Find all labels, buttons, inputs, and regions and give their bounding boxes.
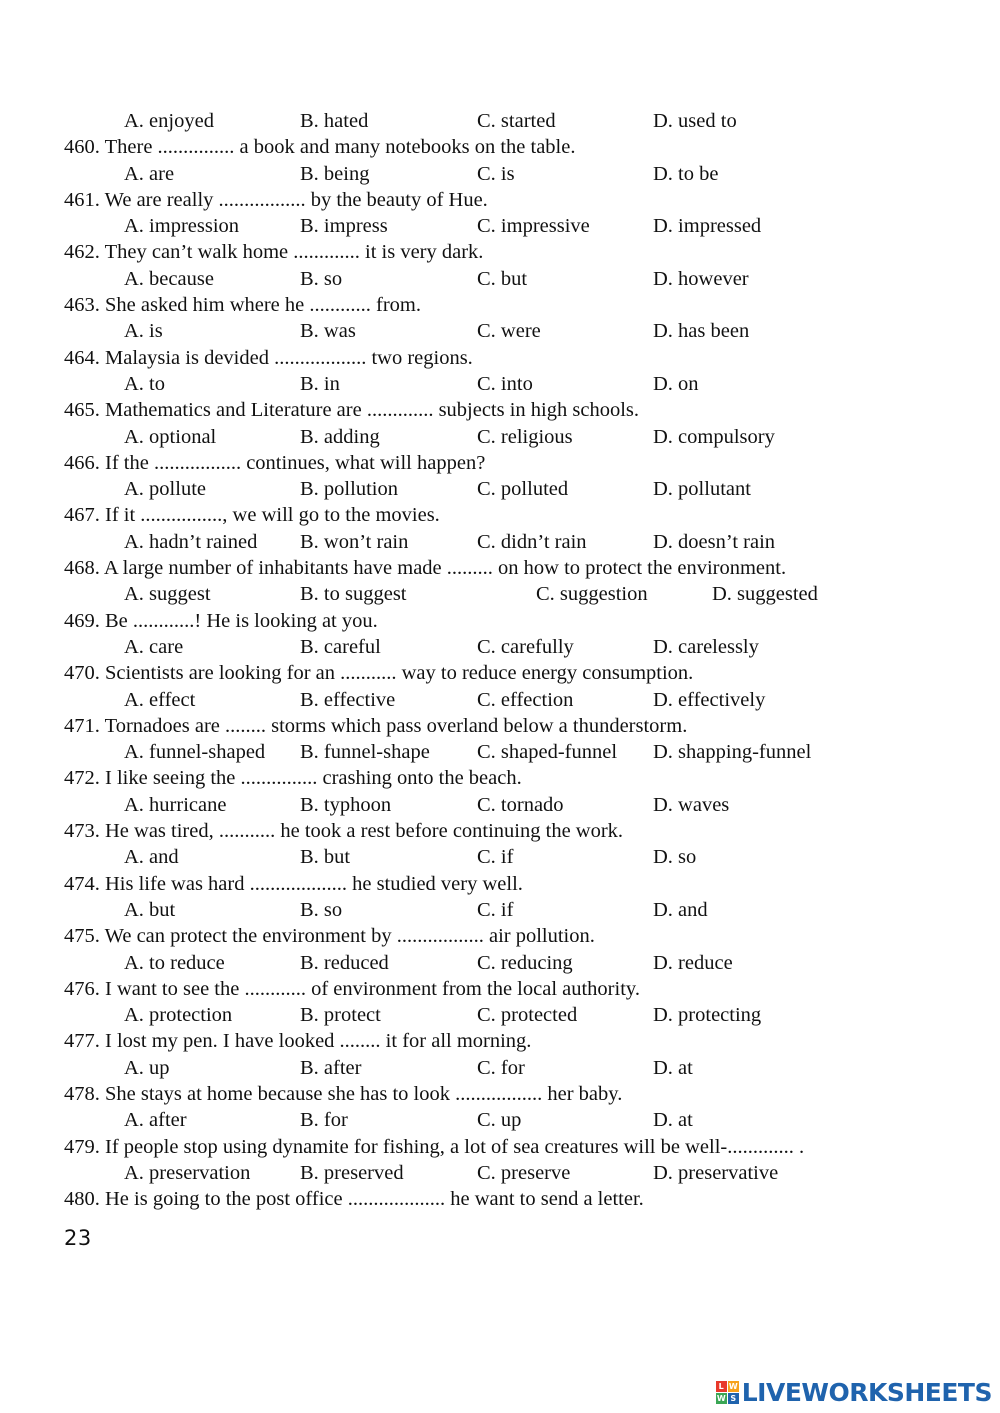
question-stem: [64, 976, 964, 1002]
answer-option-c: C. is: [477, 162, 515, 185]
answer-option-c: C. but: [477, 267, 528, 290]
answer-option-c: C. reducing: [477, 951, 573, 974]
question-stem: [64, 555, 964, 581]
answer-options: [64, 739, 964, 765]
answer-option-b: B. to suggest: [300, 583, 407, 606]
question-number: 464.: [64, 346, 100, 369]
question-number: 477.: [64, 1030, 100, 1053]
question-number: 473.: [64, 820, 100, 843]
question-number: 462.: [64, 241, 100, 264]
answer-options: [64, 424, 964, 450]
answer-options: [64, 108, 964, 134]
answer-option-c: C. effection: [477, 688, 574, 711]
question-number: 474.: [64, 872, 100, 895]
answer-option-c: C. polluted: [477, 478, 569, 501]
answer-option-d: D. has been: [653, 320, 750, 343]
question-text: Malaysia is devided .................. two regions.: [105, 346, 473, 369]
answer-option-c: C. shaped-funnel: [477, 741, 618, 764]
answer-option-b: B. adding: [300, 425, 380, 448]
answer-option-b: B. in: [300, 372, 340, 395]
answer-option-c: C. impressive: [477, 215, 590, 238]
answer-option-d: D. at: [653, 1056, 693, 1079]
question-text: He was tired, ........... he took a rest before continuing the work.: [105, 820, 624, 843]
question-number: 463.: [64, 294, 100, 317]
question-stem: [64, 608, 964, 634]
answer-option-a: A. because: [124, 267, 214, 290]
question-number: 480.: [64, 1188, 100, 1211]
question-stem: [64, 292, 964, 318]
answer-options: [64, 844, 964, 870]
answer-option-a: A. optional: [124, 425, 217, 448]
question-stem: [64, 660, 964, 686]
question-stem: [64, 765, 964, 791]
answer-option-d: D. impressed: [653, 215, 762, 238]
question-stem: [64, 397, 964, 423]
answer-option-d: D. compulsory: [653, 425, 775, 448]
answer-option-d: D. waves: [653, 793, 730, 816]
answer-option-d: D. to be: [653, 162, 719, 185]
answer-options: [64, 1055, 964, 1081]
question-text: Be ............! He is looking at you.: [105, 609, 378, 632]
question-stem: [64, 239, 964, 265]
answer-option-d: D. carelessly: [653, 635, 759, 658]
answer-option-c: C. into: [477, 372, 533, 395]
question-number: 472.: [64, 767, 100, 790]
question-text: I lost my pen. I have looked ........ it for all morning.: [105, 1030, 532, 1053]
question-text: I like seeing the ............... crashing onto the beach.: [105, 767, 522, 790]
question-stem: [64, 871, 964, 897]
answer-option-b: B. being: [300, 162, 370, 185]
answer-option-d: D. at: [653, 1109, 693, 1132]
answer-option-b: B. impress: [300, 215, 388, 238]
question-stem: [64, 187, 964, 213]
answer-option-d: D. on: [653, 372, 699, 395]
answer-option-c: C. if: [477, 846, 514, 869]
answer-options: [64, 213, 964, 239]
question-text: He is going to the post office ................... he want to send a letter.: [105, 1188, 644, 1211]
answer-option-b: B. preserved: [300, 1161, 404, 1184]
answer-option-a: A. and: [124, 846, 179, 869]
question-text: I want to see the ............ of environment from the local authority.: [105, 977, 640, 1000]
logo-square: L: [716, 1381, 727, 1392]
answer-options: [64, 687, 964, 713]
answer-options: [64, 161, 964, 187]
question-number: 469.: [64, 609, 100, 632]
answer-option-d: D. shapping-funnel: [653, 741, 812, 764]
answer-option-d: D. suggested: [712, 583, 818, 606]
answer-options: [64, 792, 964, 818]
question-number: 468.: [64, 557, 100, 580]
answer-option-c: C. protected: [477, 1004, 578, 1027]
answer-option-a: A. protection: [124, 1004, 233, 1027]
answer-option-a: A. after: [124, 1109, 187, 1132]
answer-option-c: C. tornado: [477, 793, 564, 816]
answer-option-b: B. hated: [300, 110, 369, 132]
answer-option-c: C. didn’t rain: [477, 530, 587, 553]
question-stem: [64, 1028, 964, 1054]
question-number: 479.: [64, 1135, 100, 1158]
liveworksheets-logo-icon: [716, 1381, 739, 1404]
answer-option-a: A. is: [124, 320, 163, 343]
answer-option-c: C. if: [477, 898, 514, 921]
answer-option-b: B. but: [300, 846, 351, 869]
answer-options: [64, 371, 964, 397]
question-stem: [64, 1134, 964, 1160]
answer-options: [64, 1002, 964, 1028]
answer-option-c: C. carefully: [477, 635, 574, 658]
answer-options: [64, 634, 964, 660]
question-text: Tornadoes are ........ storms which pass overland below a thunderstorm.: [104, 714, 688, 737]
answer-option-b: B. for: [300, 1109, 348, 1132]
question-text: She asked him where he ............ from.: [105, 294, 421, 317]
answer-options: [64, 897, 964, 923]
question-number: 471.: [64, 714, 100, 737]
answer-option-a: A. suggest: [124, 583, 211, 606]
answer-option-c: C. up: [477, 1109, 522, 1132]
answer-option-a: A. impression: [124, 215, 240, 238]
page-number: 23: [64, 1226, 92, 1250]
question-text: There ............... a book and many notebooks on the table.: [104, 136, 576, 159]
question-number: 460.: [64, 136, 100, 159]
answer-option-c: C. religious: [477, 425, 573, 448]
question-stem: [64, 818, 964, 844]
answer-options: [64, 950, 964, 976]
answer-options: [64, 1107, 964, 1133]
answer-option-b: B. so: [300, 898, 343, 921]
logo-square: W: [728, 1381, 738, 1391]
answer-option-a: A. to reduce: [124, 951, 225, 974]
logo-square: W: [716, 1393, 726, 1403]
answer-option-a: A. enjoyed: [124, 110, 214, 132]
question-text: Scientists are looking for an ........... way to reduce energy consumption.: [105, 662, 694, 685]
answer-option-d: D. so: [653, 846, 697, 869]
answer-option-c: C. for: [477, 1056, 525, 1079]
answer-option-a: A. care: [124, 635, 184, 658]
answer-option-d: D. preservative: [653, 1161, 779, 1184]
answer-option-a: A. preservation: [124, 1161, 251, 1184]
answer-option-b: B. typhoon: [300, 793, 392, 816]
answer-option-b: B. after: [300, 1056, 362, 1079]
question-number: 466.: [64, 451, 100, 474]
answer-option-d: D. protecting: [653, 1004, 762, 1027]
question-stem: [64, 345, 964, 371]
answer-options: [64, 266, 964, 292]
question-stem: [64, 134, 964, 160]
answer-option-b: B. so: [300, 267, 343, 290]
answer-option-c: C. preserve: [477, 1161, 571, 1184]
answer-option-c: C. suggestion: [536, 583, 648, 606]
question-text: A large number of inhabitants have made ......... on how to protect the environment.: [103, 557, 787, 580]
answer-option-d: D. and: [653, 898, 708, 921]
answer-option-d: D. doesn’t rain: [653, 530, 776, 553]
question-text: We can protect the environment by ................. air pollution.: [104, 925, 595, 948]
question-number: 467.: [64, 504, 100, 527]
answer-option-a: A. are: [124, 162, 175, 185]
answer-option-d: D. reduce: [653, 951, 733, 974]
answer-option-b: B. effective: [300, 688, 396, 711]
question-text: If it ................, we will go to the movies.: [105, 504, 440, 527]
answer-option-b: B. careful: [300, 635, 381, 658]
logo-square: S: [728, 1393, 739, 1404]
answer-option-a: A. effect: [124, 688, 196, 711]
question-number: 475.: [64, 925, 100, 948]
answer-option-b: B. funnel-shape: [300, 741, 430, 764]
question-number: 470.: [64, 662, 100, 685]
question-text: They can’t walk home ............. it is very dark.: [104, 241, 484, 264]
answer-option-b: B. protect: [300, 1004, 381, 1027]
question-number: 478.: [64, 1082, 100, 1105]
answer-option-d: D. pollutant: [653, 478, 751, 501]
answer-option-b: B. won’t rain: [300, 530, 409, 553]
question-text: We are really ................. by the beauty of Hue.: [104, 188, 488, 211]
question-stem: [64, 1081, 964, 1107]
question-text: Mathematics and Literature are ............. subjects in high schools.: [105, 399, 640, 422]
answer-option-a: A. pollute: [124, 478, 206, 501]
question-number: 461.: [64, 188, 100, 211]
answer-option-a: A. up: [124, 1056, 170, 1079]
answer-options: [64, 529, 964, 555]
answer-option-a: A. funnel-shaped: [124, 741, 266, 764]
brand-name: LIVEWORKSHEETS: [741, 1377, 992, 1407]
answer-option-b: B. was: [300, 320, 356, 343]
question-text: His life was hard ................... he studied very well.: [105, 872, 523, 895]
answer-option-c: C. started: [477, 110, 556, 132]
answer-option-b: B. pollution: [300, 478, 398, 501]
question-stem: [64, 713, 964, 739]
question-list: [64, 108, 964, 1212]
answer-option-d: D. however: [653, 267, 749, 290]
answer-option-a: A. but: [124, 898, 176, 921]
question-number: 476.: [64, 977, 100, 1000]
question-text: If people stop using dynamite for fishing, a lot of sea creatures will be well-............. .: [105, 1135, 805, 1158]
question-stem: [64, 450, 964, 476]
question-stem: [64, 1186, 964, 1212]
question-text: If the ................. continues, what will happen?: [105, 451, 486, 474]
answer-option-c: C. were: [477, 320, 541, 343]
answer-options: [64, 476, 964, 502]
answer-option-a: A. to: [124, 372, 165, 395]
question-number: 465.: [64, 399, 100, 422]
answer-option-a: A. hurricane: [124, 793, 227, 816]
question-stem: [64, 923, 964, 949]
answer-options: [64, 581, 964, 607]
liveworksheets-brand: [716, 1377, 992, 1407]
answer-option-d: D. effectively: [653, 688, 766, 711]
answer-options: [64, 1160, 964, 1186]
answer-option-d: D. used to: [653, 110, 737, 132]
answer-option-b: B. reduced: [300, 951, 389, 974]
answer-option-a: A. hadn’t rained: [124, 530, 258, 553]
question-text: She stays at home because she has to look ................. her baby.: [105, 1082, 623, 1105]
answer-options: [64, 318, 964, 344]
question-stem: [64, 502, 964, 528]
